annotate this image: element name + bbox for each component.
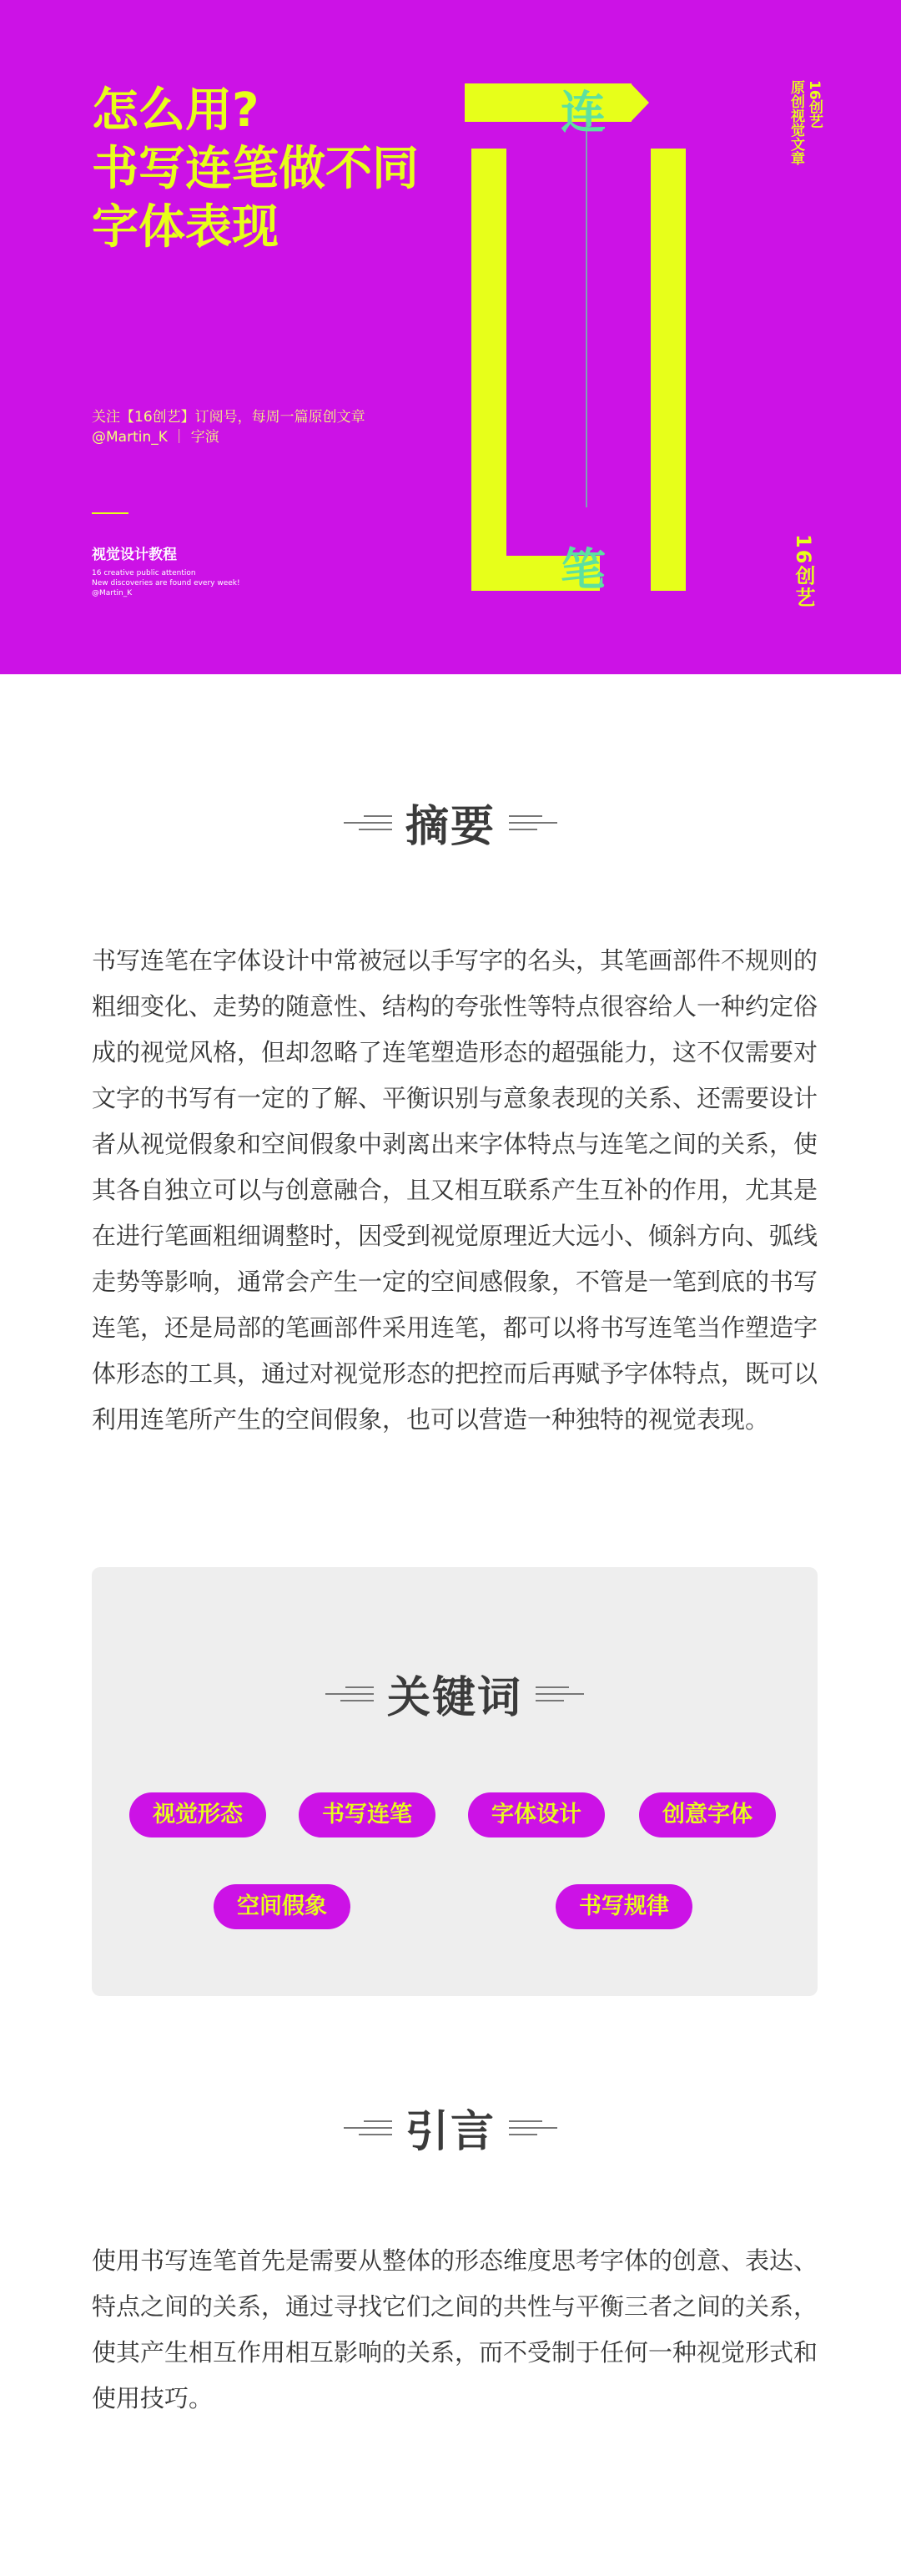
connector-line: [586, 110, 587, 507]
hero-title-line-3: 字体表现: [92, 200, 279, 255]
hero-char-lian: 连: [561, 85, 606, 139]
abstract-heading: [0, 791, 901, 854]
follow-info: [92, 407, 365, 447]
tagline: [92, 568, 240, 598]
hero-title: [92, 82, 419, 257]
bracket-left-pillar: [471, 149, 506, 591]
keyword-tag[interactable]: 书写规律: [556, 1884, 692, 1929]
heading-deco-right: [509, 815, 557, 830]
tagline-line-3: @Martin_K: [92, 589, 133, 597]
tutorial-label: 视觉设计教程: [92, 547, 177, 563]
heading-deco-right: [509, 2120, 557, 2135]
keywords-heading: [92, 1662, 818, 1725]
keywords-title: 关键词: [386, 1672, 522, 1723]
arrow-shape: [631, 83, 649, 122]
keyword-tag[interactable]: 空间假象: [214, 1884, 350, 1929]
tagline-line-1: 16 creative public attention: [92, 569, 196, 577]
hero-title-line-2: 书写连笔做不同: [92, 142, 419, 196]
follow-line-2: @Martin_K ｜ 字演: [92, 429, 219, 446]
keyword-tag[interactable]: 书写连笔: [299, 1792, 435, 1837]
hero-char-bi: 笔: [561, 542, 606, 596]
keywords-box: [92, 1567, 818, 1996]
bracket-top-bar: [465, 83, 632, 122]
heading-deco-right: [536, 1686, 584, 1701]
hero-title-line-1: 怎么用?: [92, 83, 259, 138]
vertical-subtitle: 原创视觉文章: [788, 80, 804, 165]
keyword-tag[interactable]: 视觉形态: [129, 1792, 266, 1837]
heading-deco-left: [344, 815, 392, 830]
heading-deco-left: [325, 1686, 374, 1701]
brand-logo: 16创艺: [792, 534, 815, 609]
keyword-tag[interactable]: 字体设计: [468, 1792, 605, 1837]
vertical-brand: 16创艺: [806, 80, 823, 129]
intro-text: 使用书写连笔首先是需要从整体的形态维度思考字体的创意、表达、特点之间的关系，通过寻找它们之间的共性与平衡三者之间的关系，使其产生相互作用相互影响的关系，而不受制于任何一种视觉形式和使用技巧。: [92, 2246, 818, 2412]
abstract-text: 书写连笔在字体设计中常被冠以手写字的名头，其笔画部件不规则的粗细变化、走势的随意性、结构的夸张性等特点很容给人一种约定俗成的视觉风格，但却忽略了连笔塑造形态的超强能力，这不仅需要对文字的书写有一定的了解、平衡识别与意象表现的关系、还需要设计者从视觉假象和空间假象中剥离出来字体特点与连笔之间的关系，使其各自独立可以与创意融合，且又相互联系产生互补的作用，尤其是在进行笔画粗细调整时，因受到视觉原理近大远小、倾斜方向、弧线走势等影响，通常会产生一定的空间感假象，不管是一笔到底的书写连笔，还是局部的笔画部件采用连笔，都可以将书写连笔当作塑造字体形态的工具，通过对视觉形态的把控而后再赋予字体特点，既可以利用连笔所产生的空间假象，也可以营造一种独特的视觉表现。: [92, 946, 818, 1434]
bracket-right-pillar: [651, 149, 686, 591]
abstract-title: 摘要: [405, 801, 496, 852]
hero-divider: [92, 512, 128, 514]
follow-line-1: 关注【16创艺】订阅号，每周一篇原创文章: [92, 409, 365, 426]
hero-banner: [0, 0, 901, 674]
intro-heading: [0, 2096, 901, 2159]
tagline-line-2: New discoveries are found every week!: [92, 579, 240, 587]
keyword-tag[interactable]: 创意字体: [639, 1792, 776, 1837]
intro-title: 引言: [405, 2106, 496, 2157]
heading-deco-left: [344, 2120, 392, 2135]
